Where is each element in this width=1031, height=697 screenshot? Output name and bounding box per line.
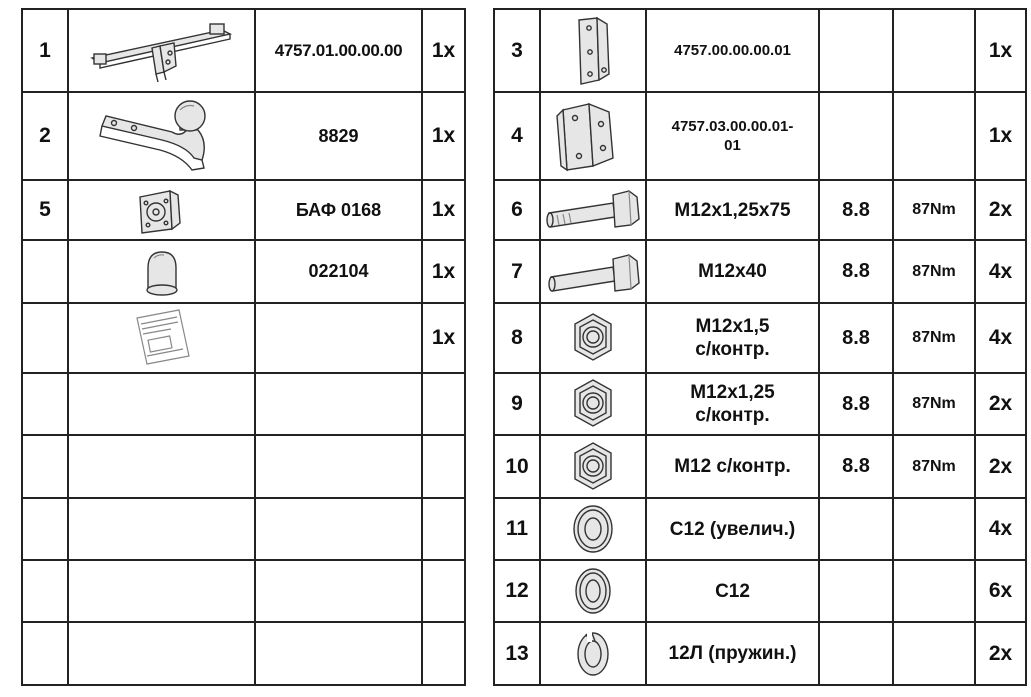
spec-line: M12x1,25 [690, 382, 775, 403]
item-number: 2 [22, 92, 68, 180]
quantity: 4x [975, 498, 1026, 560]
item-number: 11 [494, 498, 540, 560]
item-number: 12 [494, 560, 540, 622]
strength-class [819, 498, 893, 560]
spec-line: M12 с/контр. [674, 456, 791, 477]
quantity: 1x [422, 92, 465, 180]
left-parts-table [21, 8, 466, 686]
strength-class [819, 560, 893, 622]
quantity: 2x [975, 373, 1026, 435]
item-number: 5 [22, 180, 68, 240]
table-row [494, 373, 1026, 435]
spec-line: 4757.00.00.00.01 [674, 42, 791, 59]
item-number: 6 [494, 180, 540, 240]
spec-line: 01 [724, 137, 741, 154]
bolt-long-icon [543, 187, 643, 233]
item-number [22, 560, 68, 622]
part-code: 4757.01.00.00.00 [255, 9, 422, 92]
table-row [494, 240, 1026, 303]
spec-line: с/контр. [695, 339, 770, 360]
item-number: 7 [494, 240, 540, 303]
table-row [494, 92, 1026, 180]
quantity [422, 373, 465, 435]
table-row [22, 435, 465, 498]
spec-line: C12 (увелич.) [669, 518, 796, 540]
quantity: 2x [975, 622, 1026, 685]
bolt-short-icon [543, 247, 643, 297]
ball-cover-cap-icon [132, 244, 192, 300]
spec-line: C12 [715, 580, 750, 602]
table-row [494, 9, 1026, 92]
flat-washer-icon [568, 563, 618, 619]
part-code [255, 498, 422, 560]
table-row [494, 498, 1026, 560]
spec-line: M12x1,5 [695, 316, 770, 337]
quantity: 1x [975, 92, 1026, 180]
torque [893, 560, 975, 622]
table-row [494, 435, 1026, 498]
part-code [255, 373, 422, 435]
torque: 87Nm [893, 373, 975, 435]
part-code [255, 435, 422, 498]
spring-washer-icon [568, 626, 618, 682]
hex-nut-icon [568, 310, 618, 366]
quantity: 6x [975, 560, 1026, 622]
strength-class [819, 622, 893, 685]
item-number: 13 [494, 622, 540, 685]
item-number [22, 498, 68, 560]
quantity: 2x [975, 180, 1026, 240]
item-number: 4 [494, 92, 540, 180]
item-number: 8 [494, 303, 540, 373]
item-number [22, 303, 68, 373]
spec-line: M12x1,25x75 [674, 199, 791, 221]
table-row [22, 303, 465, 373]
quantity: 2x [975, 435, 1026, 498]
table-row [494, 303, 1026, 373]
table-row [22, 560, 465, 622]
quantity: 1x [975, 9, 1026, 92]
socket-bracket-icon [122, 183, 202, 237]
mounting-plate-icon [553, 96, 633, 176]
strength-class: 8.8 [819, 240, 893, 303]
strength-class: 8.8 [819, 303, 893, 373]
hex-nut-icon [568, 439, 618, 495]
part-code [255, 560, 422, 622]
torque: 87Nm [893, 435, 975, 498]
table-row [22, 180, 465, 240]
quantity [422, 435, 465, 498]
strength-class [819, 9, 893, 92]
table-row [22, 373, 465, 435]
table-row [494, 622, 1026, 685]
quantity [422, 498, 465, 560]
spec-line: 4757.03.00.00.01- [671, 118, 794, 135]
quantity [422, 622, 465, 685]
quantity: 4x [975, 240, 1026, 303]
part-code: БАФ 0168 [255, 180, 422, 240]
right-parts-table [493, 8, 1027, 686]
item-number: 9 [494, 373, 540, 435]
item-number [22, 373, 68, 435]
torque [893, 622, 975, 685]
torque [893, 92, 975, 180]
strength-class: 8.8 [819, 373, 893, 435]
quantity: 1x [422, 9, 465, 92]
part-code: 8829 [255, 92, 422, 180]
part-code: 022104 [255, 240, 422, 303]
tow-bar-crossbeam-icon [82, 16, 242, 86]
table-row [22, 622, 465, 685]
table-row [22, 92, 465, 180]
torque: 87Nm [893, 180, 975, 240]
item-number: 10 [494, 435, 540, 498]
hex-nut-icon [568, 376, 618, 432]
side-bracket-icon [563, 14, 623, 88]
strength-class: 8.8 [819, 435, 893, 498]
item-number: 3 [494, 9, 540, 92]
quantity: 1x [422, 180, 465, 240]
item-number [22, 622, 68, 685]
torque: 87Nm [893, 240, 975, 303]
flat-washer-large-icon [568, 501, 618, 557]
quantity: 1x [422, 303, 465, 373]
part-code [255, 622, 422, 685]
table-row [22, 9, 465, 92]
torque: 87Nm [893, 303, 975, 373]
spec-line: 12Л (пружин.) [668, 643, 797, 664]
spec-line: с/контр. [695, 405, 770, 426]
table-row [494, 560, 1026, 622]
item-number [22, 240, 68, 303]
quantity: 4x [975, 303, 1026, 373]
torque [893, 9, 975, 92]
strength-class [819, 92, 893, 180]
torque [893, 498, 975, 560]
table-row [494, 180, 1026, 240]
part-code [255, 303, 422, 373]
table-row [22, 240, 465, 303]
quantity: 1x [422, 240, 465, 303]
strength-class: 8.8 [819, 180, 893, 240]
quantity [422, 560, 465, 622]
instruction-booklet-icon [127, 306, 197, 370]
item-number [22, 435, 68, 498]
spec-line: M12x40 [698, 261, 767, 282]
item-number: 1 [22, 9, 68, 92]
table-row [22, 498, 465, 560]
tow-ball-neck-icon [82, 96, 242, 176]
